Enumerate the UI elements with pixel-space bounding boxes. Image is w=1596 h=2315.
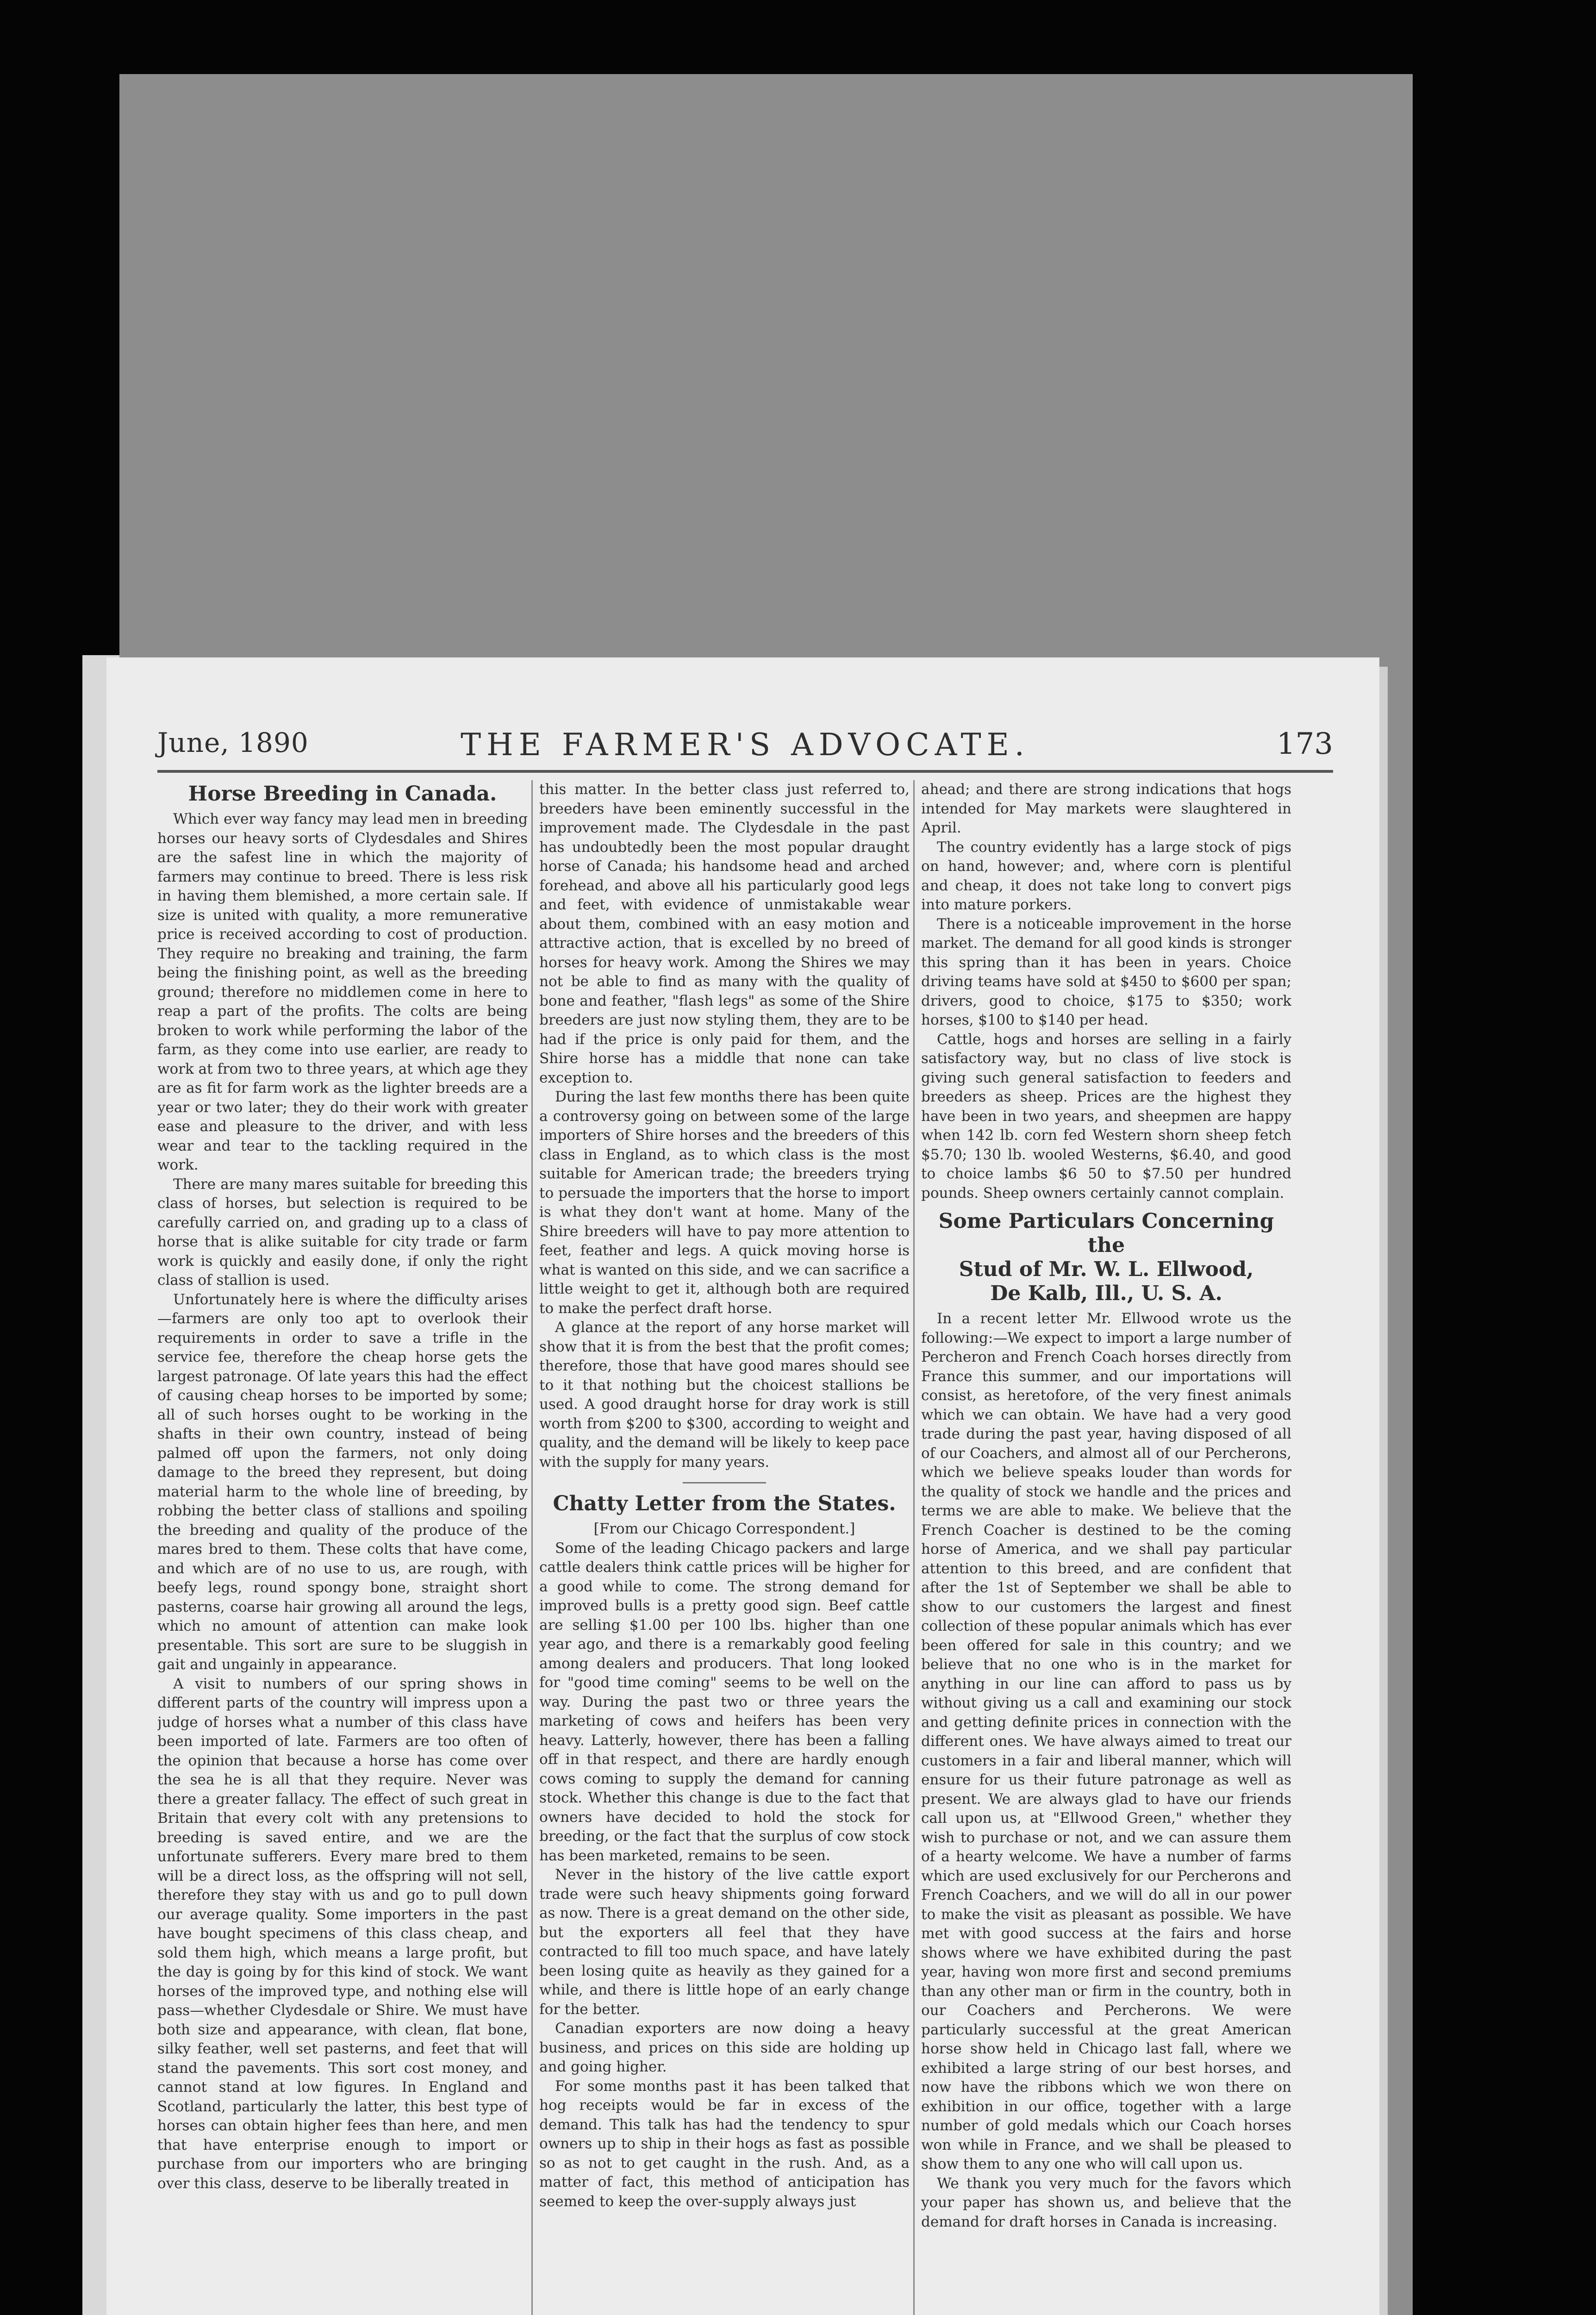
paragraph: The country evidently has a large stock of pigs on hand, however; and, where corn is plentiful and cheap, it does not take long to convert pigs into mature porkers. [921,838,1291,913]
article-title: Horse Breeding in Canada. [188,782,497,806]
masthead-title: THE FARMER'S ADVOCATE. [461,727,1030,763]
column-divider [913,780,915,2315]
paragraph: Some of the leading Chicago packers and large cattle dealers think cattle prices will be higher for a good while to come. The strong demand for improved bulls is a pretty good sign. Beef cattle are selling $1.00 per 100 lbs. higher than one year ago, and there is a remarkably good feeling among dealers and producers. That long looked for "good time coming" seems to be well on the way. During the past two or three years the marketing of cows and heifers has been very heavy. Latterly, however, there has been a falling off in that respect, and there are hardly enough cows coming to supply the demand for canning stock. Whether this change is due to the fact that owners have decided to hold the stock for breeding, or the fact that the surplus of cow stock has been marketed, remains to be seen. [539,1539,910,1864]
paragraph: Unfortunately here is where the difficulty arises—farmers are only too apt to overlook their requirements in order to save a trifle in the service fee, therefore the cheap horse gets the largest patronage. Of late years this had the effect of causing cheap horses to be imported by some; all of such horses ought to be working in the shafts in their own country, instead of being palmed off upon the farmers, not only doing damage to the breed they represent, but doing material harm to the whole line of breeding, by robbing the better class of stallions and spoiling the breeding and quality of the produce of the mares bred to them. These colts that have come, and which are of no use to us, are rough, with beefy legs, round spongy bone, straight short pasterns, coarse hair growing all around the legs, which no amount of attention can make look presentable. This sort are sure to be sluggish in gait and ungainly in appearance. [157,1291,528,1673]
title-line: De Kalb, Ill., U. S. A. [990,1282,1222,1305]
byline: [From our Chicago Correspondent.] [593,1520,855,1537]
paragraph: A glance at the report of any horse market will show that it is from the best that the profit comes; therefore, those that have good mares should see to it that nothing but the choicest stallions be used. A good draught horse for dray work is still worth from $200 to $300, according to weight and quality, and the demand will be likely to keep pace with the supply for many years. [539,1319,910,1470]
column-2 [539,780,910,2315]
paragraph: A visit to numbers of our spring shows in different parts of the country will impress upon a judge of horses what a number of this class have been imported of late. Farmers are too often of the opinion that because a horse has come over the sea he is all that they require. Never was there a greater fallacy. The effect of such great in Britain that every colt with any pretensions to breeding is saved entire, and we are the unfortunate sufferers. Every mare bred to them will be a direct loss, as the offspring will not sell, therefore they stay with us and go to pull down our average quality. Some importers in the past have bought specimens of this class cheap, and sold them high, which means a large profit, but the day is going by for this kind of stock. We want horses of the improved type, and nothing else will pass—whether Clydesdale or Shire. We must have both size and appearance, with clean, flat bone, silky feather, well set pasterns, and feet that will stand the pavements. This sort cost money, and cannot stand at low figures. In England and Scotland, particularly the latter, this best type of horses can obtain higher fees than here, and men that have enterprise enough to import or purchase from our importers who are bringing over this class, deserve to be liberally treated in [157,1675,528,2192]
column-divider [531,780,533,2315]
header-rule [157,770,1333,773]
paragraph: We thank you very much for the favors which your paper has shown us, and believe that the demand for draft horses in Canada is increasing. [921,2175,1291,2230]
paragraph: Which ever way fancy may lead men in breeding horses our heavy sorts of Clydesdales and Shires are the safest line in which the majority of farmers may continue to breed. There is less risk in having them blemished, a more certain sale. If size is united with quality, a more remunerative price is received according to cost of production. They require no breaking and training, the farm being the finishing point, as well as the breeding ground; therefore no middlemen come in here to reap a part of the profits. The colts are being broken to work while performing the labor of the farm, as they come into use earlier, are ready to work at from two to three years, at which age they are as fit for farm work as the lighter breeds are a year or two later; they do their work with greater ease and pleasure to the driver, and with less wear and tear to the tackling required in the work. [157,811,528,1173]
paragraph: There are many mares suitable for breeding this class of horses, but selection is required to be carefully carried on, and grading up to a class of horse that is alike suitable for city trade or farm work is quickly and easily done, if only the right class of stallion is used. [157,1176,528,1289]
page-number: 173 [1276,727,1333,761]
page-edge-shadow [1378,667,1388,2315]
paragraph: In a recent letter Mr. Ellwood wrote us the following:—We expect to import a large number of Percheron and French Coach horses directly from France this summer, and our importations will consist, as heretofore, of the very finest animals which we can obtain. We have had a very good trade during the past year, having disposed of all of our Coachers, and almost all of our Percherons, which we believe speaks louder than words for the quality of stock we handle and the prices and terms we are able to make. We believe that the French Coacher is destined to be the coming horse of America, and we shall pay particular attention to this breed, and are confident that after the 1st of September we shall be able to show to our customers the largest and finest collection of these popular animals which has ever been offered for sale in this country; and we believe that no one who is in the market for anything in our line can afford to pass us by without giving us a call and examining our stock and getting definite prices in connection with the different ones. We have always aimed to treat our customers in a fair and liberal manner, which will ensure for us their future patronage as well as present. We are always glad to have our friends call upon us, at "Ellwood Green," whether they wish to purchase or not, and we can assure them of a hearty welcome. We have a number of farms which are used exclusively for our Percherons and French Coachers, and we will do all in our power to make the visit as pleasant as possible. We have met with good success at the fairs and horse shows where we have exhibited during the past year, having won more first and second premiums than any other man or firm in the country, both in our Coachers and Percherons. We were particularly successful at the great American horse show held in Chicago last fall, where we exhibited a large string of our best horses, and now have the ribbons which we won there on exhibition in our office, together with a large number of gold medals which our Coach horses won while in France, and we shall be pleased to show them to any one who will call upon us. [921,1310,1291,2172]
page-header [157,727,1333,769]
paragraph: this matter. In the better class just referred to, breeders have been eminently successful in the improvement made. The Clydesdale in the past has undoubtedly been the most popular draught horse of Canada; his handsome head and arched forehead, and above all his particularly good legs and feet, with evidence of unmistakable wear about them, combined with an easy motion and attractive action, that is excelled by no breed of horses for heavy work. Among the Shires we may not be able to find as many with the quality of bone and feather, "flash legs" as some of the Shire breeders are just now styling them, they are to be had if the price is only paid for them, and the Shire horse has a middle that none can take exception to. [539,781,910,1086]
section-divider [683,1482,766,1483]
article-title [921,1209,1291,1306]
title-line: Some Particulars Concerning the [938,1209,1274,1257]
paragraph: Cattle, hogs and horses are selling in a fairly satisfactory way, but no class of live stock is giving such general satisfaction to feeders and breeders as sheep. Prices are the highest they have been in two years, and sheepmen are happy when 142 lb. corn fed Western shorn sheep fetch $5.70; 130 lb. wooled Westerns, $6.40, and good to choice lambs $6 50 to $7.50 per hundred pounds. Sheep owners certainly cannot complain. [921,1031,1291,1201]
newspaper-page [106,657,1379,2315]
paragraph: There is a noticeable improvement in the horse market. The demand for all good kinds is stronger this spring than it has been in years. Choice driving teams have sold at $450 to $600 per span; drivers, good to choice, $175 to $350; work horses, $100 to $140 per head. [921,915,1291,1028]
paragraph: Never in the history of the live cattle export trade were such heavy shipments going forward as now. There is a great demand on the other side, but the exporters all feel that they have contracted to fill too much space, and have lately been losing quite as heavily as they gained for a while, and there is little hope of an early change for the better. [539,1866,910,2018]
paragraph: For some months past it has been talked that hog receipts would be far in excess of the demand. This talk has had the tendency to spur owners up to ship in their hogs as fast as possible so as not to get caught in the rush. And, as a matter of fact, this method of anticipation has seemed to keep the over-supply always just [539,2077,910,2210]
column-3 [921,780,1291,2315]
issue-date: June, 1890 [157,727,309,758]
title-line: Stud of Mr. W. L. Ellwood, [959,1258,1254,1281]
article-title: Chatty Letter from the States. [553,1492,896,1515]
paragraph: ahead; and there are strong indications that hogs intended for May markets were slaughtered in April. [921,781,1291,836]
paragraph: During the last few months there has been quite a controversy going on between some of the large importers of Shire horses and the breeders of this class in England, as to which class is the most suitable for American trade; the breeders trying to persuade the importers that the horse to import is what they don't want at home. Many of the Shire breeders will have to pay more attention to feet, feather and legs. A quick moving horse is what is wanted on this side, and we can sacrifice a little weight to get it, although both are required to make the perfect draft horse. [539,1089,910,1317]
column-1 [157,780,528,2315]
paragraph: Canadian exporters are now doing a heavy business, and prices on this side are holding up and going higher. [539,2020,910,2075]
